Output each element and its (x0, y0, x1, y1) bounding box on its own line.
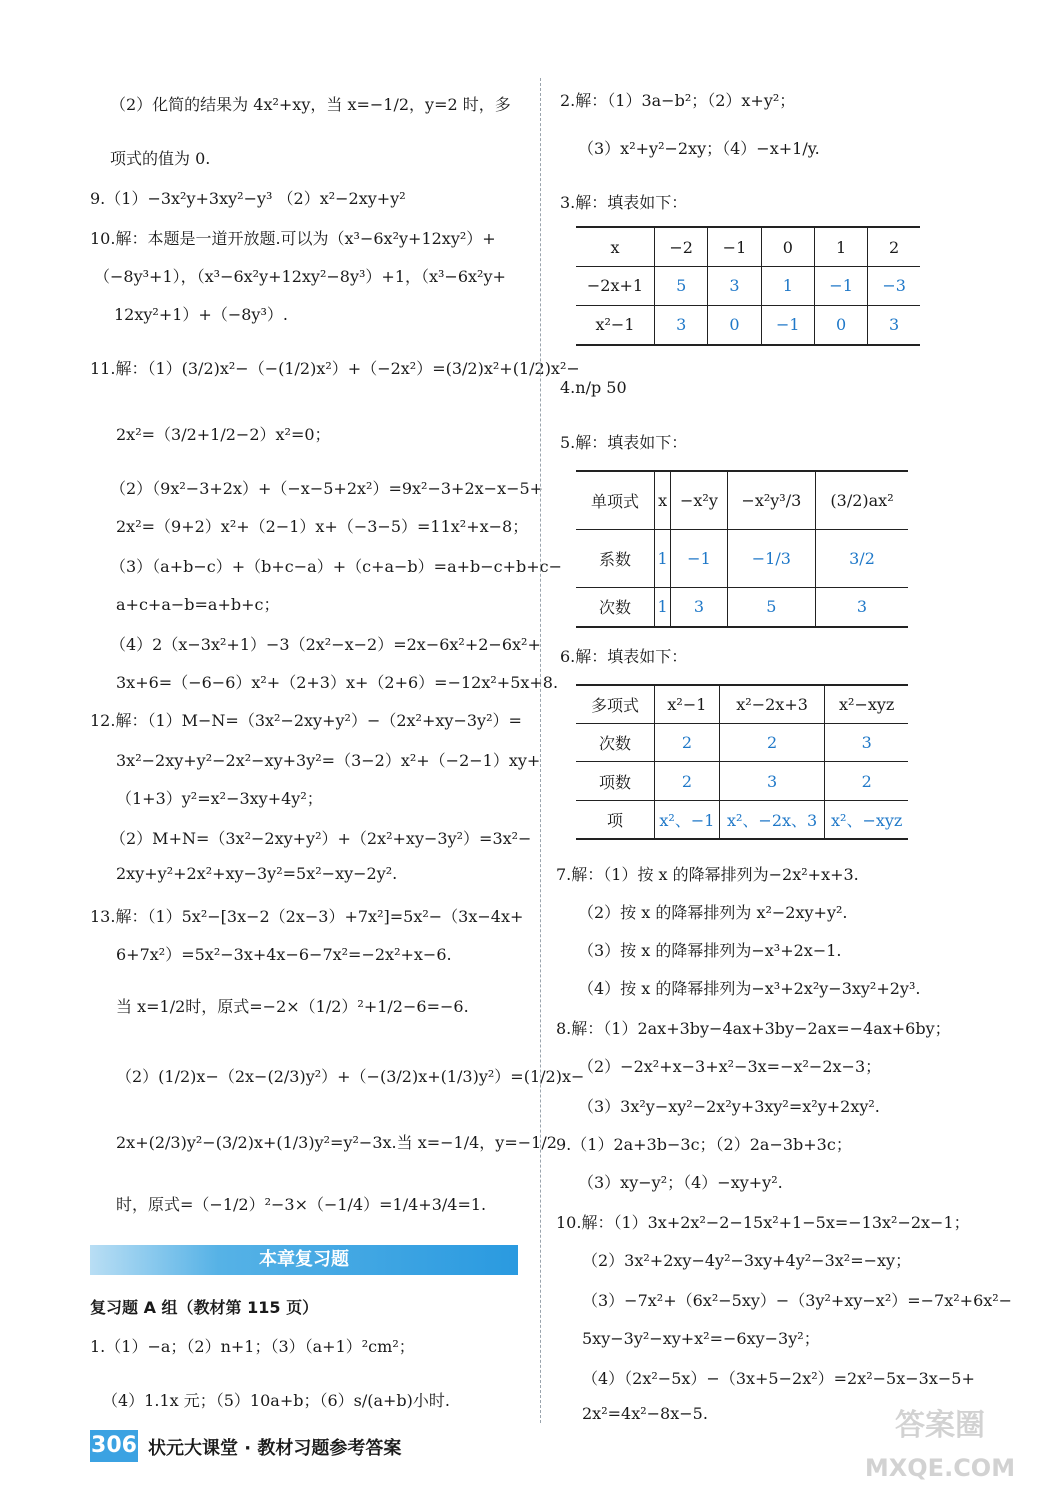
text-line: 6.解：填表如下： (560, 647, 688, 666)
text-line: 5xy−3y²−xy+x²=−6xy−3y²； (582, 1329, 820, 1348)
table-cell: x²−xyz (825, 685, 908, 724)
text-line: 3x+6=（−6−6）x²+（2+3）x+（2+6）=−12x²+5x+8. (116, 673, 559, 692)
text-line: 6+7x²）=5x²−3x+4x−6−7x²=−2x²+x−6. (116, 945, 452, 964)
text-line: 4.n/p 50 (560, 378, 627, 397)
table-cell: 0 (761, 227, 814, 267)
table-cell: −1 (671, 529, 727, 587)
table-cell: −1/3 (727, 529, 815, 587)
text-line: （3）xy−y²；（4）−xy+y². (578, 1173, 783, 1192)
text-line: 10.解：（1）3x+2x²−2−15x²+1−5x=−13x²−2x−1； (556, 1213, 970, 1232)
table-cell: 5 (727, 587, 815, 627)
text-line: 2x+(2/3)y²−(3/2)x+(1/3)y²=y²−3x.当 x=−1/4，y=−1/2 (116, 1133, 557, 1152)
text-line: 3.解：填表如下： (560, 193, 688, 212)
text-line: （3）x²+y²−2xy；（4）−x+1/y. (578, 139, 820, 158)
table-row (576, 587, 908, 627)
table-cell: 3/2 (816, 529, 908, 587)
table-cell: 次数 (576, 724, 655, 762)
table-cell: x²−1 (576, 305, 655, 345)
table-cell: 3 (708, 267, 761, 306)
table-cell: 2 (825, 762, 908, 800)
text-line: （3）按 x 的降幂排列为−x³+2x−1. (578, 941, 842, 960)
table-cell: 项 (576, 800, 655, 839)
text-line: 8.解：（1）2ax+3by−4ax+3by−2ax=−4ax+6by； (556, 1019, 951, 1038)
table-cell: 系数 (576, 529, 655, 587)
table-row (576, 267, 920, 306)
table-header-row (576, 685, 908, 724)
table-cell: 2 (719, 724, 825, 762)
table-cell: −1 (708, 227, 761, 267)
table-cell: −1 (814, 267, 867, 306)
text-line: （3）（a+b−c）+（b+c−a）+（c+a−b）=a+b−c+b+c− (110, 557, 563, 576)
column-divider (540, 78, 541, 1423)
text-line: 10.解：本题是一道开放题.可以为（x³−6x²y+12xy²）+ (90, 229, 496, 248)
table-cell: 1 (761, 267, 814, 306)
table-row (576, 762, 908, 800)
table-cell: −x²y³/3 (727, 471, 815, 529)
table-cell: x (655, 471, 671, 529)
page-footer (90, 1428, 490, 1466)
text-line: （2）按 x 的降幂排列为 x²−2xy+y². (578, 903, 848, 922)
table-cell: −3 (868, 267, 920, 306)
table-cell: x²、−1 (655, 800, 720, 839)
table-cell: −x²y (671, 471, 727, 529)
table-cell: 3 (719, 762, 825, 800)
section-banner: 本章复习题 (90, 1245, 518, 1275)
table-cell: 3 (655, 305, 708, 345)
table-cell: 2 (868, 227, 920, 267)
text-line: 1.（1）−a；（2）n+1；（3）（a+1）²cm²； (90, 1337, 415, 1356)
text-line: 2.解：（1）3a−b²；（2）x+y²； (560, 91, 796, 110)
text-line: （2）（9x²−3+2x）+（−x−5+2x²）=9x²−3+2x−x−5+ (110, 479, 544, 498)
table-6 (576, 684, 908, 840)
table-cell: x²、−2x、3 (719, 800, 825, 839)
text-line: 2x²=（9+2）x²+（2−1）x+（−3−5）=11x²+x−8； (116, 517, 529, 536)
text-line: a+c+a−b=a+b+c； (116, 595, 280, 614)
table-row (576, 800, 908, 839)
table-cell: 2 (655, 762, 720, 800)
text-line: （3）3x²y−xy²−2x²y+3xy²=x²y+2xy². (578, 1097, 880, 1116)
text-line: 12.解：（1）M−N=（3x²−2xy+y²）−（2x²+xy−3y²）= (90, 711, 522, 730)
table-cell: 5 (655, 267, 708, 306)
text-line: （2）M+N=（3x²−2xy+y²）+（2x²+xy−3y²）=3x²− (110, 829, 532, 848)
table-cell: 多项式 (576, 685, 655, 724)
table-cell: (3/2)ax² (816, 471, 908, 529)
table-header-row (576, 471, 908, 529)
text-line: （1+3）y²=x²−3xy+4y²； (116, 789, 323, 808)
table-cell: 单项式 (576, 471, 655, 529)
table-cell: 2 (655, 724, 720, 762)
watermark-line: MXQE.COM (864, 1454, 1016, 1482)
text-line: （−8y³+1），（x³−6x²y+12xy²−8y³）+1，（x³−6x²y+ (94, 267, 506, 286)
text-line: 5.解：填表如下： (560, 433, 688, 452)
watermark-line: 答案圈 (895, 1408, 985, 1443)
section-subtitle: 复习题 A 组（教材第 115 页） (90, 1298, 319, 1317)
table-row (576, 305, 920, 345)
table-3 (576, 226, 920, 346)
page-number: 306 (90, 1430, 138, 1462)
text-line: （2）化简的结果为 4x²+xy，当 x=−1/2，y=2 时，多 (110, 95, 511, 114)
table-cell: 1 (655, 587, 671, 627)
text-line: （4）2（x−3x²+1）−3（2x²−x−2）=2x−6x²+2−6x²+ (110, 635, 541, 654)
text-line: 当 x=1/2时，原式=−2×（1/2）²+1/2−6=−6. (116, 997, 469, 1016)
table-cell: 3 (816, 587, 908, 627)
text-line: 项式的值为 0. (110, 149, 211, 168)
table-cell: 0 (814, 305, 867, 345)
text-line: （4）（2x²−5x）−（3x+5−2x²）=2x²−5x−3x−5+ (582, 1369, 975, 1388)
table-cell: 3 (825, 724, 908, 762)
table-cell: 3 (671, 587, 727, 627)
text-line: 12xy²+1）+（−8y³）. (114, 305, 288, 324)
table-cell: 次数 (576, 587, 655, 627)
text-line: 2x²=（3/2+1/2−2）x²=0； (116, 425, 331, 444)
text-line: 9.（1）−3x²y+3xy²−y³ （2）x²−2xy+y² (90, 189, 406, 208)
table-cell: x²−2x+3 (719, 685, 825, 724)
text-line: 2x²=4x²−8x−5. (582, 1404, 708, 1423)
text-line: （2）(1/2)x−（2x−(2/3)y²）+（−(3/2)x+(1/3)y²）=(1/2)x− (116, 1067, 585, 1086)
table-cell: 项数 (576, 762, 655, 800)
table-cell: −1 (761, 305, 814, 345)
text-line: （2）−2x²+x−3+x²−3x=−x²−2x−3； (578, 1057, 882, 1076)
table-row (576, 724, 908, 762)
table-cell: x²、−xyz (825, 800, 908, 839)
text-line: 11.解：（1）(3/2)x²−（−(1/2)x²）+（−2x²）=(3/2)x²+(1/2)x²− (90, 359, 580, 378)
table-cell: −2 (655, 227, 708, 267)
table-header-row (576, 227, 920, 267)
table-row (576, 529, 908, 587)
text-line: 时，原式=（−1/2）²−3×（−1/4）=1/4+3/4=1. (116, 1195, 487, 1214)
text-line: （2）3x²+2xy−4y²−3xy+4y²−3x²=−xy； (582, 1251, 912, 1270)
footer-title: 状元大课堂 · 教材习题参考答案 (148, 1438, 402, 1459)
text-line: 9.（1）2a+3b−3c；（2）2a−3b+3c； (556, 1135, 852, 1154)
watermark-logo (840, 1405, 1040, 1493)
table-cell: 1 (655, 529, 671, 587)
table-cell: −2x+1 (576, 267, 655, 306)
text-line: 7.解：（1）按 x 的降幂排列为−2x²+x+3. (556, 865, 859, 884)
text-line: 2xy+y²+2x²+xy−3y²=5x²−xy−2y². (116, 864, 398, 883)
text-line: 3x²−2xy+y²−2x²−xy+3y²=（3−2）x²+（−2−1）xy+ (116, 751, 541, 770)
table-cell: 0 (708, 305, 761, 345)
text-line: 13.解：（1）5x²−[3x−2（2x−3）+7x²]=5x²−（3x−4x+ (90, 907, 524, 926)
table-cell: x²−1 (655, 685, 720, 724)
text-line: （4）按 x 的降幂排列为−x³+2x²y−3xy²+2y³. (578, 979, 921, 998)
table-cell: x (576, 227, 655, 267)
table-cell: 3 (868, 305, 920, 345)
text-line: （4）1.1x 元；（5）10a+b；（6）s/(a+b)小时. (102, 1391, 451, 1410)
table-cell: 1 (814, 227, 867, 267)
table-5 (576, 470, 908, 628)
text-line: （3）−7x²+（6x²−5xy）−（3y²+xy−x²）=−7x²+6x²− (582, 1291, 1013, 1310)
